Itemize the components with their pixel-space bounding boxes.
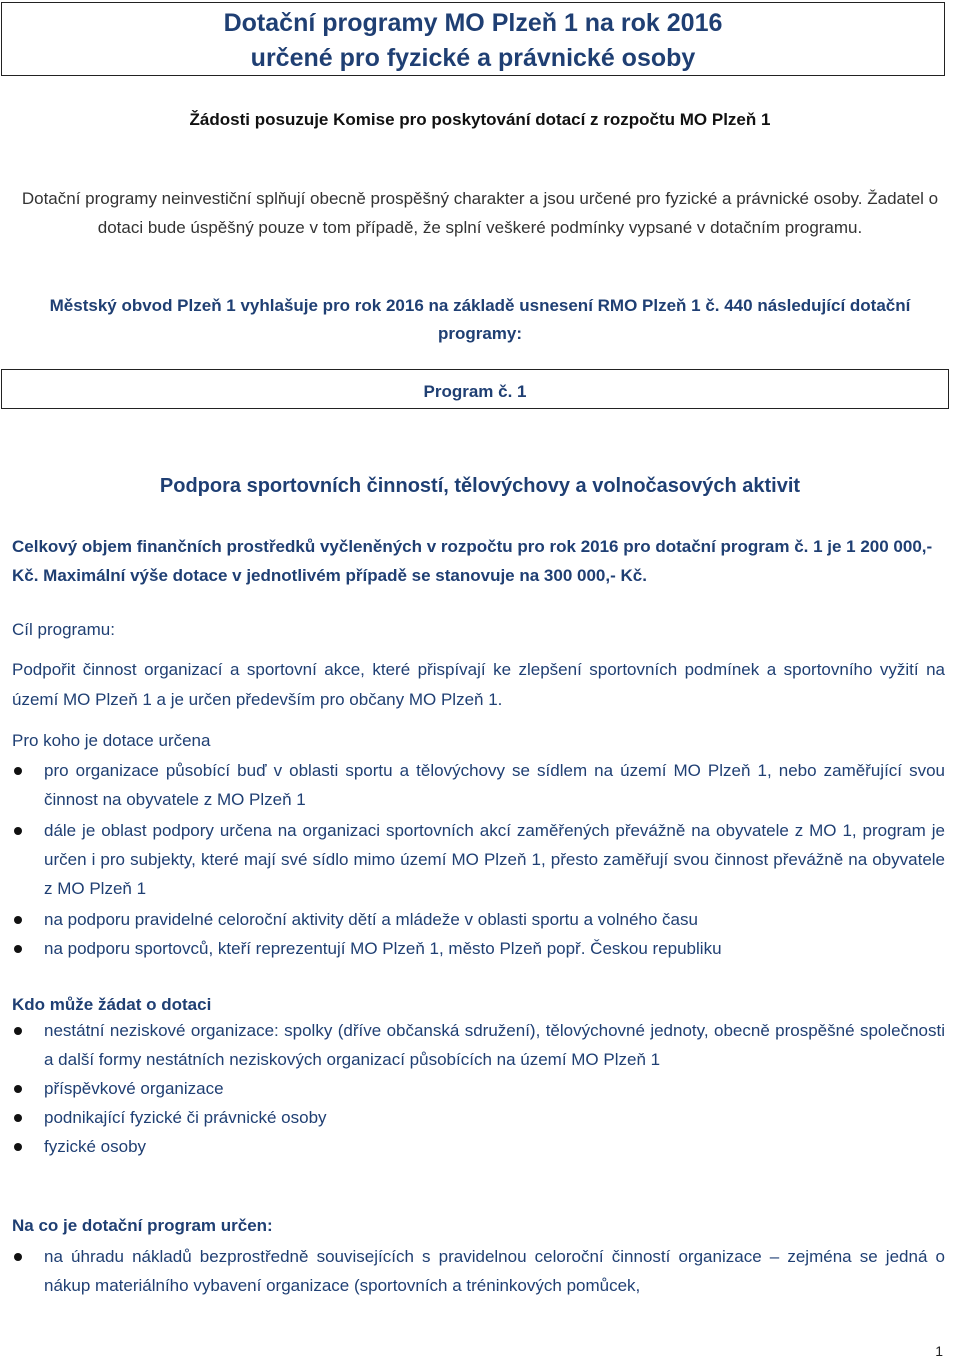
for-whom-heading: Pro koho je dotace určena (12, 731, 211, 750)
bullet-icon (14, 767, 22, 775)
bullet-icon (14, 1143, 22, 1151)
document-title-line-1: Dotační programy MO Plzeň 1 na rok 2016 (223, 9, 723, 37)
list-item: fyzické osoby (0, 1132, 945, 1161)
purpose-heading: Na co je dotační program určen: (12, 1216, 273, 1235)
intro-paragraph: Dotační programy neinvestiční splňují obecně prospěšný charakter a jsou určené pro fyzické a právnické osoby. Žadatel o dotaci bude úspěšný pouze v tom případě, že splní veškeré podmínky vypsané v dotačním programu. (21, 189, 939, 237)
who-can-apply-list (0, 1016, 945, 1161)
document-title-box (1, 2, 945, 76)
list-item: podnikající fyzické či právnické osoby (0, 1103, 945, 1132)
page-number: 1 (935, 1343, 943, 1359)
purpose-list (0, 1242, 945, 1300)
program-label-box (1, 369, 949, 409)
list-item: na úhradu nákladů bezprostředně souvisejících s pravidelnou celoroční činností organizace – zejména se jedná o nákup materiálního vybavení organizace (sportovních a tréninkových pomůcek, (0, 1242, 945, 1300)
program-label: Program č. 1 (423, 382, 527, 401)
bullet-icon (14, 916, 22, 924)
bullet-icon (14, 1027, 22, 1035)
bullet-icon (14, 1114, 22, 1122)
bullet-icon (14, 945, 22, 953)
bullet-icon (14, 1253, 22, 1261)
list-item: na podporu sportovců, kteří reprezentují MO Plzeň 1, město Plzeň popř. Českou republiku (0, 934, 945, 963)
declaration-paragraph: Městský obvod Plzeň 1 vyhlašuje pro rok 2016 na základě usnesení RMO Plzeň 1 č. 440 následující dotační programy: (49, 296, 911, 343)
list-item: dále je oblast podpory určena na organizaci sportovních akcí zaměřených převážně na obyvatele z MO 1, program je určen i pro subjekty, které mají své sídlo mimo území MO Plzeň 1, přesto zaměřují svou činnost převážně na obyvatele z MO Plzeň 1 (0, 816, 945, 903)
list-item: nestátní neziskové organizace: spolky (dříve občanská sdružení), tělovýchovné jednoty, obecně prospěšné společnosti a další formy nestátních neziskových organizací působících na území MO Plzeň 1 (0, 1016, 945, 1074)
program-budget-paragraph: Celkový objem finančních prostředků vyčleněných v rozpočtu pro rok 2016 pro dotační program č. 1 je 1 200 000,- Kč. Maximální výše dotace v jednotlivém případě se stanovuje na 300 000,- Kč. (12, 537, 933, 585)
lead-statement: Žádosti posuzuje Komise pro poskytování dotací z rozpočtu MO Plzeň 1 (189, 110, 771, 129)
list-item: příspěvkové organizace (0, 1074, 945, 1103)
goal-heading: Cíl programu: (12, 620, 115, 639)
bullet-icon (14, 827, 22, 835)
for-whom-list (0, 756, 945, 963)
list-item: na podporu pravidelné celoroční aktivity dětí a mládeže v oblasti sportu a volného času (0, 905, 945, 934)
who-can-apply-heading: Kdo může žádat o dotaci (12, 995, 212, 1014)
document-title-line-2: určené pro fyzické a právnické osoby (250, 44, 696, 72)
goal-paragraph: Podpořit činnost organizací a sportovní akce, které přispívají ke zlepšení sportovních podmínek a sportovního vyžití na území MO Plzeň 1 a je určen především pro občany MO Plzeň 1. (12, 660, 945, 709)
program-title: Podpora sportovních činností, tělovýchovy a volnočasových aktivit (159, 475, 801, 497)
list-item: pro organizace působící buď v oblasti sportu a tělovýchovy se sídlem na území MO Plzeň 1, nebo zaměřující svou činnost na obyvatele z MO Plzeň 1 (0, 756, 945, 814)
bullet-icon (14, 1085, 22, 1093)
